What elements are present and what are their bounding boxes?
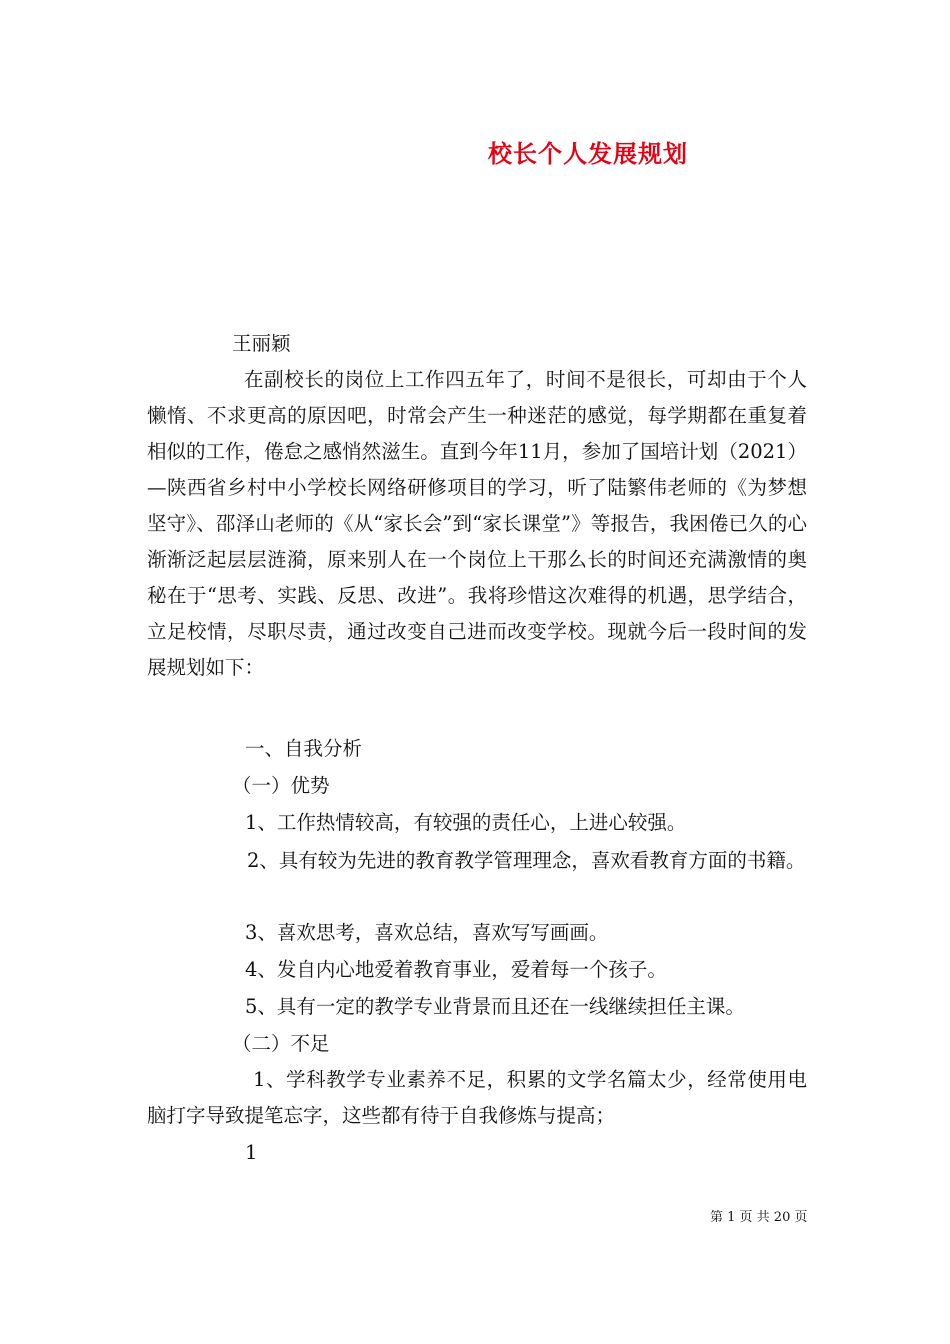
advantage-item-2: 2、具有较为先进的教育教学管理理念，喜欢看教育方面的书籍。: [247, 849, 806, 872]
advantage-item-5: 5、具有一定的教学专业背景而且还在一线继续担任主课。: [245, 995, 745, 1018]
subheading-shortcomings: （二）不足: [232, 1032, 330, 1055]
author-name: 王丽颖: [232, 332, 291, 355]
subheading-advantages: （一）优势: [232, 774, 330, 797]
advantage-item-4: 4、发自内心地爱着教育事业，爱着每一个孩子。: [245, 958, 667, 981]
section-heading-self-analysis: 一、自我分析: [245, 737, 363, 760]
advantage-item-3: 3、喜欢思考，喜欢总结，喜欢写写画画。: [245, 921, 609, 944]
document-title: 校长个人发展规划: [488, 139, 688, 168]
intro-paragraph: 在副校长的岗位上工作四五年了，时间不是很长，可却由于个人懒惰、不求更高的原因吧，时常会产生一种迷茫的感觉，每学期都在重复着相似的工作，倦怠之感悄然滋生。直到今年11月，参加了国培计划（2021）—陕西省乡村中小学校长网络研修项目的学习，听了陆繁伟老师的《为梦想坚守》、邵泽山老师的《从“家长会”到“家长课堂”》等报告，我困倦已久的心渐渐泛起层层涟漪，原来别人在一个岗位上干那么长的时间还充满激情的奥秘在于“思考、实践、反思、改进”。我将珍惜这次难得的机遇，思学结合，立足校情，尽职尽责，通过改变自己进而改变学校。现就今后一段时间的发展规划如下：: [147, 368, 807, 679]
page-footer: 第 1 页 共 20 页: [710, 1210, 808, 1225]
shortcoming-item-1: 1、学科教学专业素养不足，积累的文学名篇太少，经常使用电脑打字导致提笔忘字，这些都有待于自我修炼与提高；: [147, 1068, 807, 1127]
advantage-item-1: 1、工作热情较高，有较强的责任心，上进心较强。: [245, 811, 687, 834]
page-marker: 1: [245, 1141, 258, 1164]
